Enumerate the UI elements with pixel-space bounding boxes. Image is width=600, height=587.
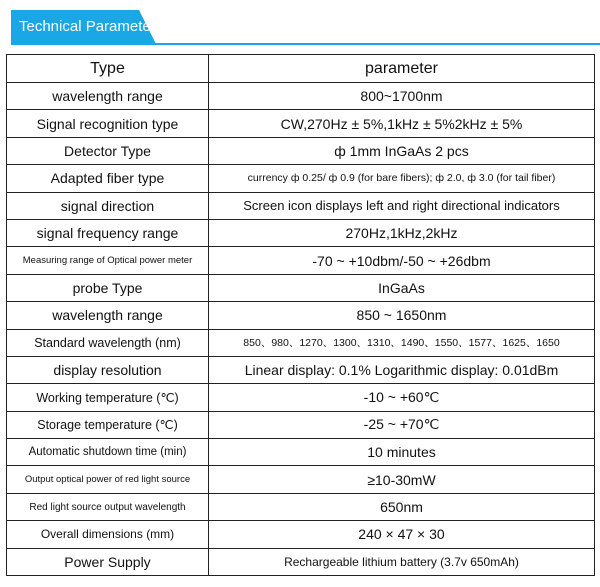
- row-label: Signal recognition type: [7, 110, 209, 137]
- section-banner: [11, 10, 171, 44]
- row-value: -10 ~ +60℃: [209, 384, 595, 411]
- table-row: [7, 521, 595, 548]
- row-value: ф 1mm InGaAs 2 pcs: [209, 137, 595, 164]
- row-value: Rechargeable lithium battery (3.7v 650mAh): [209, 548, 595, 575]
- row-value: CW,270Hz ± 5%,1kHz ± 5%2kHz ± 5%: [209, 110, 595, 137]
- table-row: [7, 83, 595, 110]
- table-row: [7, 137, 595, 164]
- row-label: Output optical power of red light source: [7, 466, 209, 493]
- row-label: Overall dimensions (mm): [7, 521, 209, 548]
- row-label: Automatic shutdown time (min): [7, 439, 209, 466]
- row-value: 240 × 47 × 30: [209, 521, 595, 548]
- table-row: [7, 192, 595, 219]
- row-label: Working temperature (℃): [7, 384, 209, 411]
- row-label: Detector Type: [7, 137, 209, 164]
- row-label: Red light source output wavelength: [7, 493, 209, 520]
- technical-parameter-table: [6, 54, 595, 576]
- row-label: signal direction: [7, 192, 209, 219]
- table-row: [7, 356, 595, 383]
- row-value: -70 ~ +10dbm/-50 ~ +26dbm: [209, 247, 595, 274]
- table-header-row: [7, 55, 595, 83]
- table-row: [7, 110, 595, 137]
- table-row: [7, 411, 595, 438]
- row-value: 270Hz,1kHz,2kHz: [209, 219, 595, 246]
- row-value: ≥10-30mW: [209, 466, 595, 493]
- header-type: Type: [7, 55, 209, 83]
- table-row: [7, 493, 595, 520]
- table-row: [7, 219, 595, 246]
- row-value: 650nm: [209, 493, 595, 520]
- row-label: Standard wavelength (nm): [7, 329, 209, 356]
- row-label: Measuring range of Optical power meter: [7, 247, 209, 274]
- header-parameter: parameter: [209, 55, 595, 83]
- row-value: Screen icon displays left and right directional indicators: [209, 192, 595, 219]
- row-label: wavelength range: [7, 302, 209, 329]
- row-value: -25 ~ +70℃: [209, 411, 595, 438]
- row-label: Power Supply: [7, 548, 209, 575]
- row-value: InGaAs: [209, 274, 595, 301]
- row-value: currency ф 0.25/ ф 0.9 (for bare fibers); ф 2.0, ф 3.0 (for tail fiber): [209, 165, 595, 192]
- table-row: [7, 165, 595, 192]
- row-value: 850 ~ 1650nm: [209, 302, 595, 329]
- table-row: [7, 247, 595, 274]
- row-label: Adapted fiber type: [7, 165, 209, 192]
- table-row: [7, 329, 595, 356]
- table-row: [7, 548, 595, 575]
- row-value: 800~1700nm: [209, 83, 595, 110]
- row-value: 10 minutes: [209, 439, 595, 466]
- table-row: [7, 302, 595, 329]
- row-label: display resolution: [7, 356, 209, 383]
- row-value: 850、980、1270、1300、1310、1490、1550、1577、1625、1650: [209, 329, 595, 356]
- row-label: probe Type: [7, 274, 209, 301]
- table-row: [7, 466, 595, 493]
- section-title: Technical Parameter: [19, 18, 156, 35]
- table-row: [7, 439, 595, 466]
- row-label: Storage temperature (℃): [7, 411, 209, 438]
- row-label: signal frequency range: [7, 219, 209, 246]
- row-label: wavelength range: [7, 83, 209, 110]
- banner-underline: [11, 43, 600, 45]
- table-row: [7, 274, 595, 301]
- row-value: Linear display: 0.1% Logarithmic display: 0.01dBm: [209, 356, 595, 383]
- table-row: [7, 384, 595, 411]
